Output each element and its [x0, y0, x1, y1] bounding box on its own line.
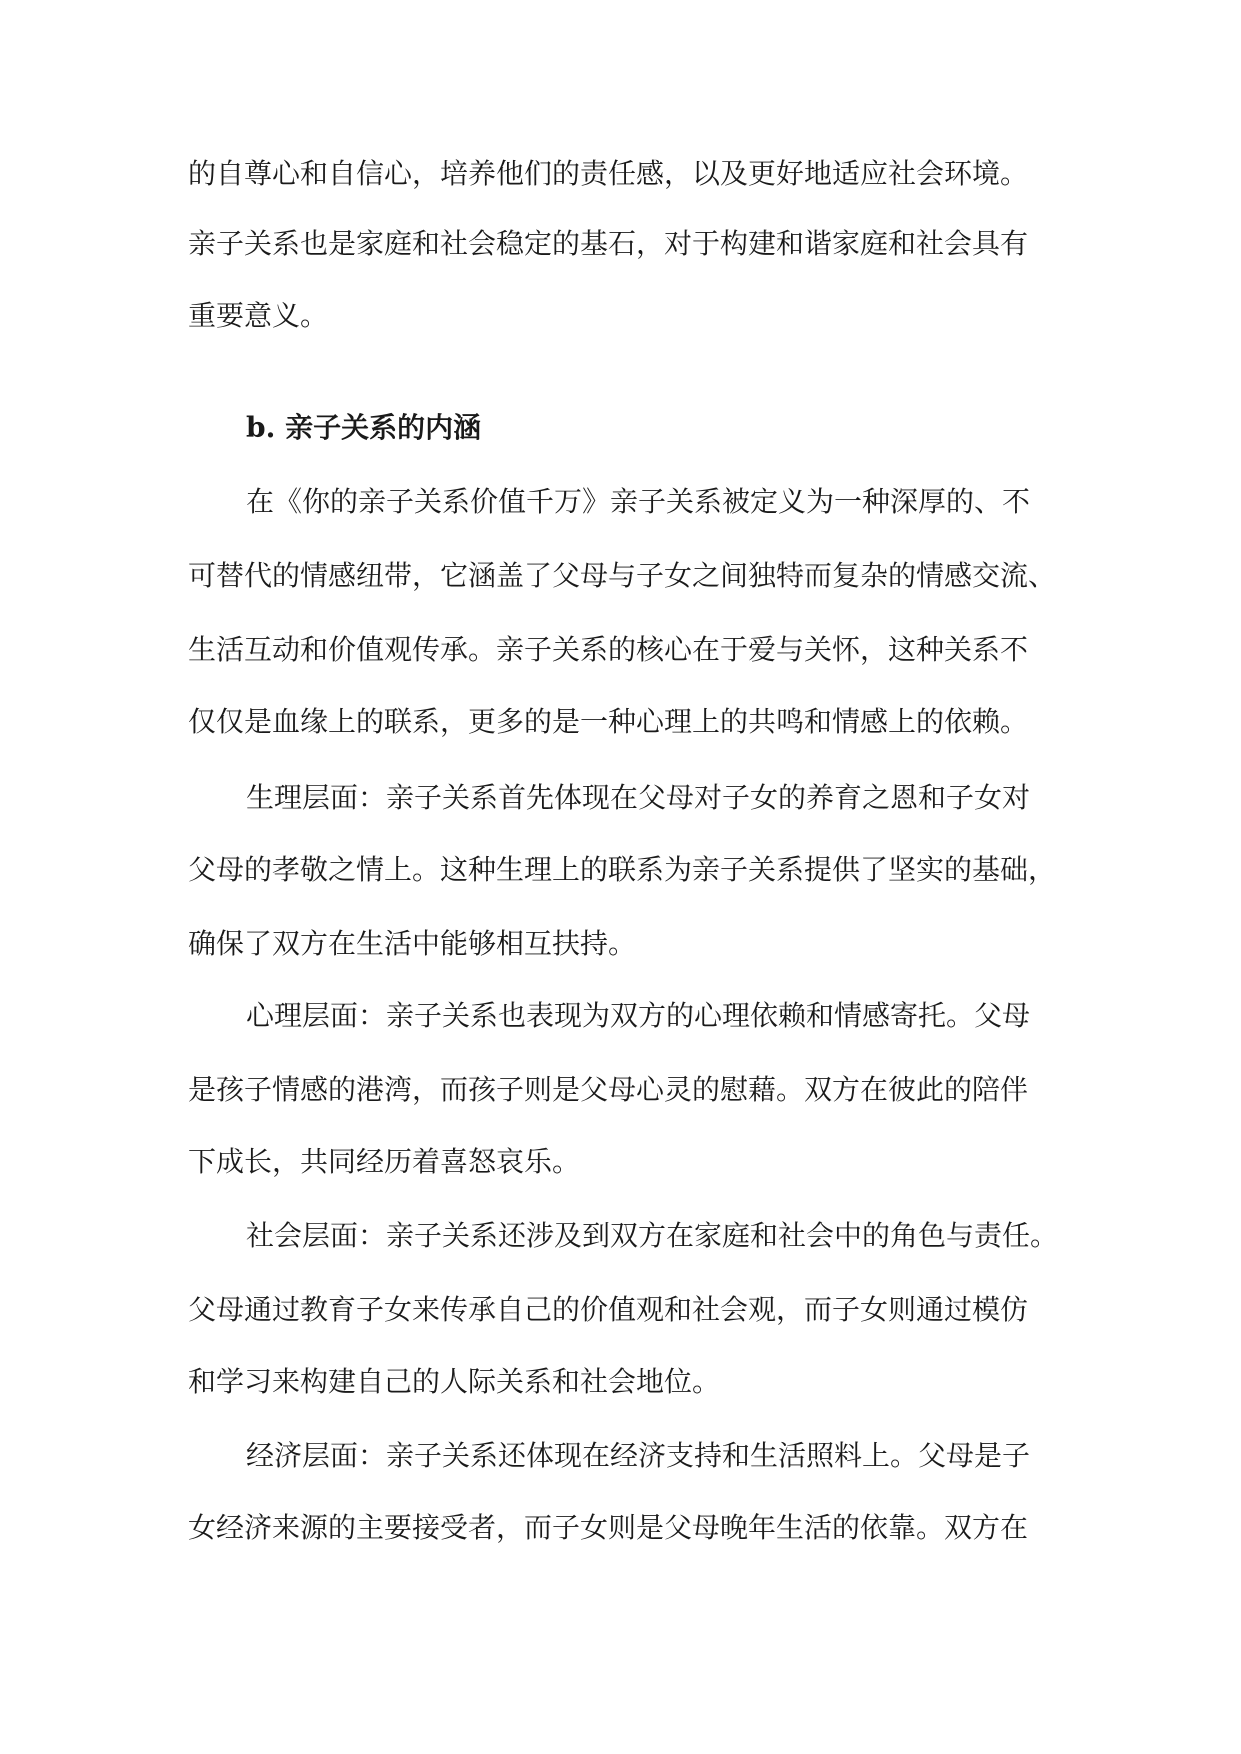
paragraph-first-line: 生理层面：亲子关系首先体现在父母对子女的养育之恩和子女对	[246, 781, 1031, 814]
text-line: 父母通过教育子女来传承自己的价值观和社会观，而子女则通过模仿	[188, 1293, 1029, 1326]
section-heading: b. 亲子关系的内涵	[246, 411, 482, 444]
text-line: 重要意义。	[188, 299, 329, 332]
paragraph-first-line: 经济层面：亲子关系还体现在经济支持和生活照料上。父母是子	[246, 1439, 1031, 1472]
paragraph-first-line: 社会层面：亲子关系还涉及到双方在家庭和社会中的角色与责任。	[246, 1219, 1059, 1252]
text-line: 可替代的情感纽带，它涵盖了父母与子女之间独特而复杂的情感交流、	[188, 559, 1057, 592]
paragraph-first-line: 心理层面：亲子关系也表现为双方的心理依赖和情感寄托。父母	[246, 999, 1031, 1032]
text-line: 女经济来源的主要接受者，而子女则是父母晚年生活的依靠。双方在	[188, 1511, 1029, 1544]
text-line: 父母的孝敬之情上。这种生理上的联系为亲子关系提供了坚实的基础，	[188, 853, 1057, 886]
text-line: 生活互动和价值观传承。亲子关系的核心在于爱与关怀，这种关系不	[188, 633, 1029, 666]
text-line: 下成长，共同经历着喜怒哀乐。	[188, 1145, 581, 1178]
text-line: 亲子关系也是家庭和社会稳定的基石，对于构建和谐家庭和社会具有	[188, 227, 1029, 260]
text-line: 仅仅是血缘上的联系，更多的是一种心理上的共鸣和情感上的依赖。	[188, 705, 1029, 738]
text-line: 的自尊心和自信心，培养他们的责任感，以及更好地适应社会环境。	[188, 157, 1029, 190]
text-line: 确保了双方在生活中能够相互扶持。	[188, 927, 637, 960]
text-line: 和学习来构建自己的人际关系和社会地位。	[188, 1365, 721, 1398]
paragraph-first-line: 在《你的亲子关系价值千万》亲子关系被定义为一种深厚的、不	[246, 485, 1031, 518]
text-line: 是孩子情感的港湾，而孩子则是父母心灵的慰藉。双方在彼此的陪伴	[188, 1073, 1029, 1106]
